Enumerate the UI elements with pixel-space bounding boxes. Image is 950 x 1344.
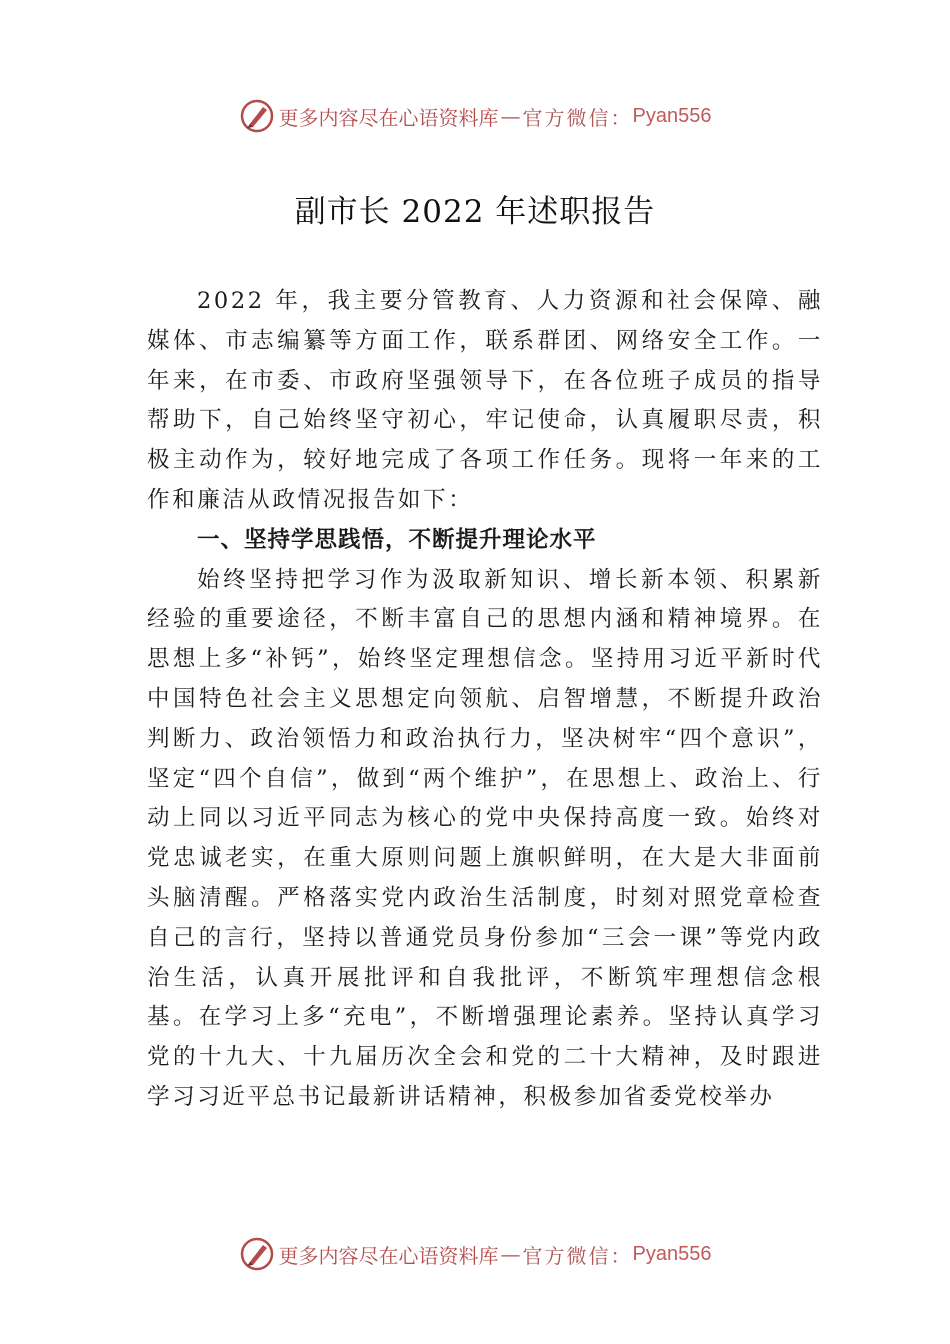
watermark-footer [0, 1234, 950, 1274]
watermark-wechat-label: 官方微信： [522, 105, 633, 130]
watermark-wechat-id: Pyan556 [632, 1242, 712, 1265]
watermark-separator: — [500, 1242, 521, 1266]
pen-logo-icon [239, 1236, 275, 1272]
watermark-wechat-label: 官方微信： [522, 1243, 633, 1268]
paragraph: 始终坚持把学习作为汲取新知识、增长新本领、积累新经验的重要途径，不断丰富自己的思想内涵和精神境界。在思想上多“补钙”，始终坚定理想信念。坚持用习近平新时代中国特色社会主义思想定向领航、启智增慧，不断提升政治判断力、政治领悟力和政治执行力，坚决树牢“四个意识”，坚定“四个自信”，做到“两个维护”，在思想上、政治上、行动上同以习近平同志为核心的党中央保持高度一致。始终对党忠诚老实，在重大原则问题上旗帜鲜明，在大是大非面前头脑清醒。严格落实党内政治生活制度，时刻对照党章检查自己的言行，坚持以普通党员身份参加“三会一课”等党内政治生活，认真开展批评和自我批评，不断筑牢理想信念根基。在学习上多“充电”，不断增强理论素养。坚持认真学习党的十九大、十九届历次全会和党的二十大精神，及时跟进学习习近平总书记最新讲话精神，积极参加省委党校举办 [147, 566, 823, 1110]
watermark-header [0, 96, 950, 136]
watermark-main-text: 更多内容尽在心语资料库 [278, 105, 499, 130]
paragraph: 2022 年，我主要分管教育、人力资源和社会保障、融媒体、市志编纂等方面工作，联系群团、网络安全工作。一年来，在市委、市政府坚强领导下，在各位班子成员的指导帮助下，自己始终坚守初心，牢记使命，认真履职尽责，积极主动作为，较好地完成了各项工作任务。现将一年来的工作和廉洁从政情况报告如下： [147, 288, 823, 513]
watermark-separator: — [500, 104, 521, 128]
watermark-wechat-id: Pyan556 [632, 104, 712, 127]
section-heading: 一、坚持学思践悟，不断提升理论水平 [197, 526, 597, 553]
pen-logo-icon [239, 98, 275, 134]
watermark-main-text: 更多内容尽在心语资料库 [278, 1243, 499, 1268]
document-body [147, 282, 823, 1118]
document-title: 副市长 2022 年述职报告 [294, 194, 656, 230]
